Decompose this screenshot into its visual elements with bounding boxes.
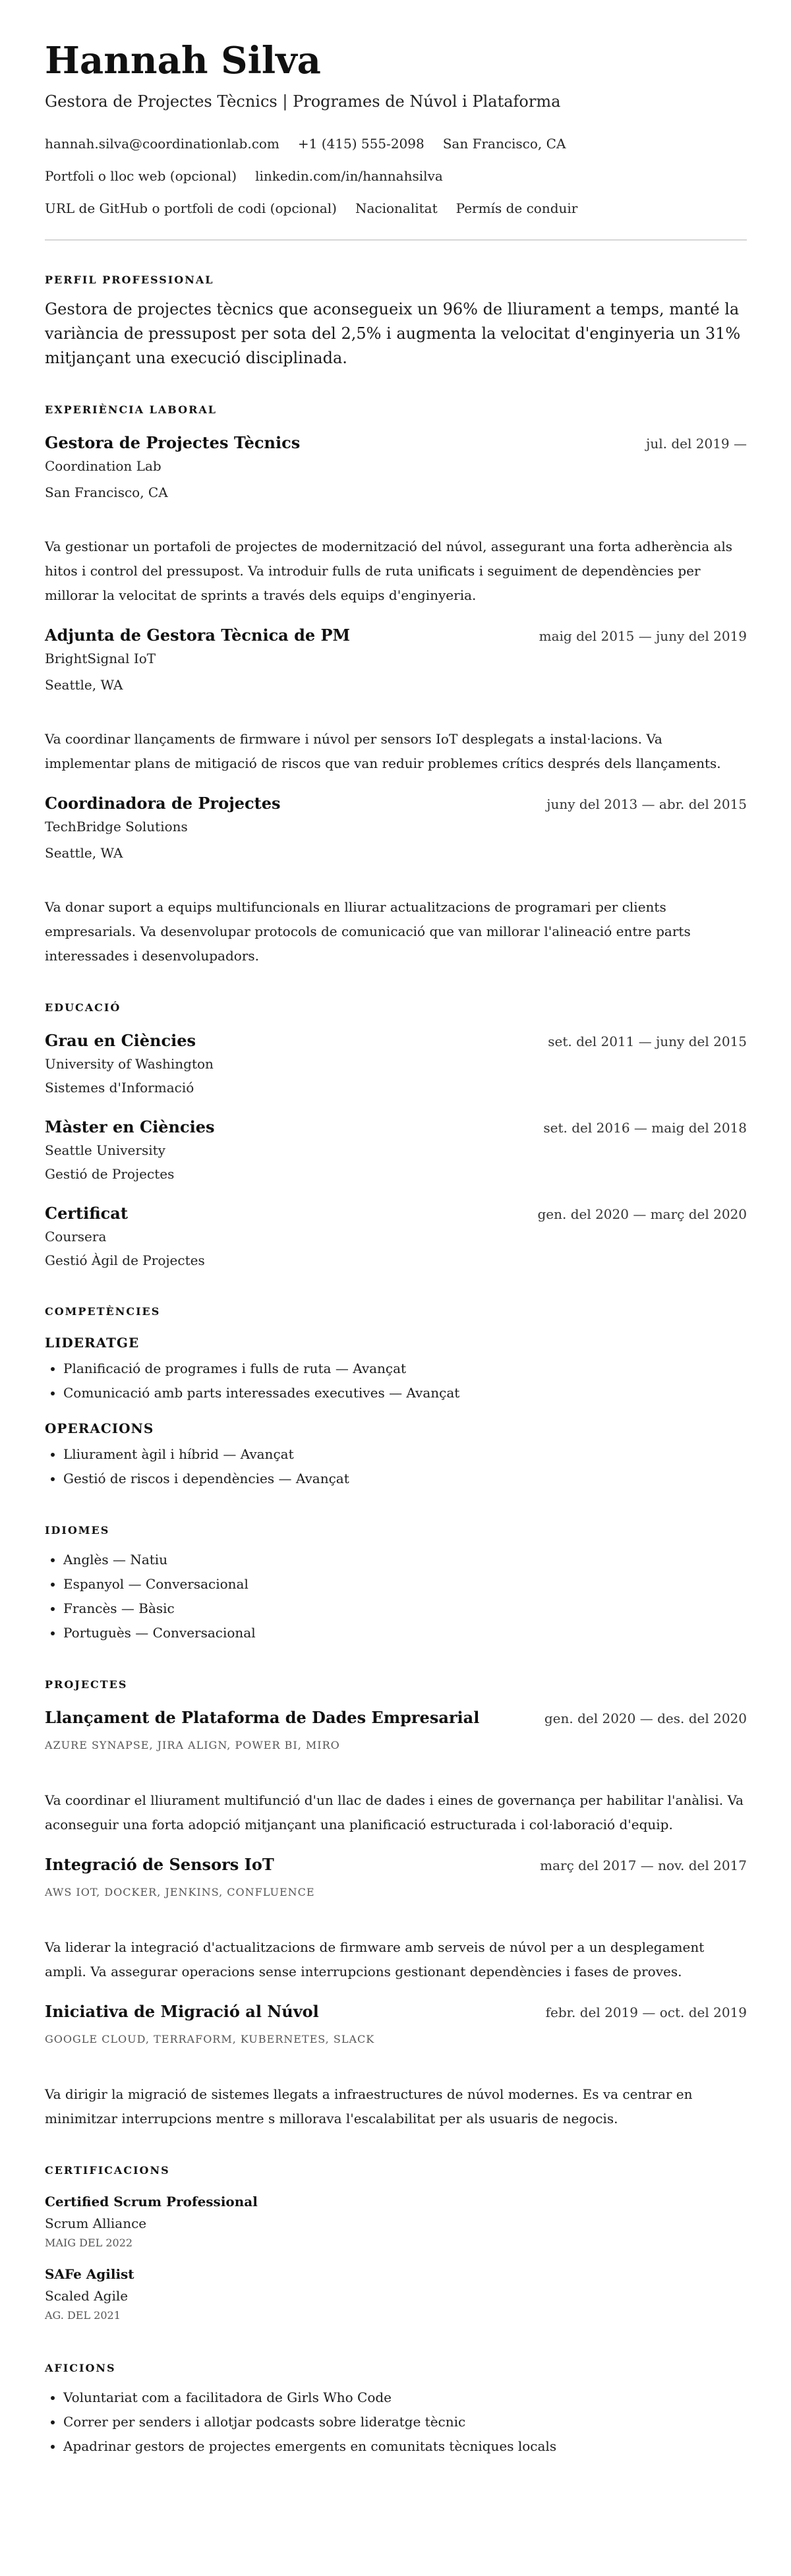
certifications-section bbox=[45, 2163, 747, 2324]
job-title: Adjunta de Gestora Tècnica de PM bbox=[45, 626, 351, 645]
job-title: Coordinadora de Projectes bbox=[45, 794, 281, 813]
skill-category: LIDERATGE bbox=[45, 1335, 140, 1351]
candidate-headline: Gestora de Projectes Tècnics | Programes de Núvol i Plataforma bbox=[45, 92, 561, 111]
company: TechBridge Solutions bbox=[45, 819, 188, 834]
job-location: Seattle, WA bbox=[45, 845, 123, 861]
profile-summary: Gestora de projectes tècnics que aconsegueix un 96% de lliurament a temps, manté la variància de pressupost per sota del 2,5% i augmenta la velocitat d'enginyeria un 31% mitjançant una execució disciplinada. bbox=[45, 300, 741, 367]
institution: Seattle University bbox=[45, 1142, 165, 1158]
project-description: Va liderar la integració d'actualitzacions de firmware amb serveis de núvol per a un desplegament ampli. Va assegurar operacions sense interrupcions gestionant dependències i fases de proves. bbox=[45, 1939, 705, 1979]
driving-license: Permís de conduir bbox=[455, 200, 578, 216]
nationality: Nacionalitat bbox=[355, 200, 438, 216]
project-entry bbox=[45, 1854, 747, 1984]
hobby-item: • Correr per senders i allotjar podcasts sobre lideratge tècnic bbox=[63, 2410, 747, 2434]
project-tech: AWS IOT, DOCKER, JENKINS, CONFLUENCE bbox=[45, 1886, 315, 1898]
education-dates: gen. del 2020 — març del 2020 bbox=[537, 1206, 747, 1222]
certification-issuer: Scaled Agile bbox=[45, 2288, 129, 2304]
project-title: Integració de Sensors IoT bbox=[45, 1855, 274, 1874]
profile-section bbox=[45, 272, 747, 370]
contact-row bbox=[45, 160, 747, 192]
hobby-list bbox=[45, 2386, 747, 2459]
company: Coordination Lab bbox=[45, 458, 161, 474]
contact-row bbox=[45, 192, 747, 225]
location: San Francisco, CA bbox=[442, 136, 566, 152]
language-item: • Portuguès — Conversacional bbox=[63, 1621, 747, 1645]
section-heading: COMPETÈNCIES bbox=[45, 1305, 161, 1318]
certification-date: AG. DEL 2021 bbox=[45, 2309, 121, 2322]
certification-title: Certified Scrum Professional bbox=[45, 2194, 258, 2210]
project-description: Va coordinar el lliurament multifunció d'un llac de dades i eines de governança per habilitar l'anàlisi. Va aconseguir una forta adopció mitjançant una planificació estructurada i col·laboració d'equip. bbox=[45, 1792, 744, 1832]
certification-title: SAFe Agilist bbox=[45, 2266, 134, 2282]
job-dates: juny del 2013 — abr. del 2015 bbox=[546, 796, 747, 812]
job-title: Gestora de Projectes Tècnics bbox=[45, 433, 301, 452]
institution: University of Washington bbox=[45, 1056, 214, 1072]
education-dates: set. del 2016 — maig del 2018 bbox=[543, 1120, 747, 1136]
github-link[interactable]: URL de GitHub o portfoli de codi (opcional) bbox=[45, 200, 337, 216]
experience-entry bbox=[45, 625, 747, 776]
skill-item: • Gestió de riscos i dependències — Avançat bbox=[63, 1467, 747, 1491]
education-entry bbox=[45, 1030, 747, 1099]
education-entry bbox=[45, 1117, 747, 1186]
section-heading: EXPERIÈNCIA LABORAL bbox=[45, 403, 218, 416]
phone: +1 (415) 555-2098 bbox=[297, 136, 425, 152]
skills-section bbox=[45, 1304, 747, 1491]
education-entry bbox=[45, 1203, 747, 1272]
linkedin-link[interactable]: linkedin.com/in/hannahsilva bbox=[255, 168, 443, 184]
project-entry bbox=[45, 2001, 747, 2131]
degree: Màster en Ciències bbox=[45, 1117, 215, 1136]
project-dates: gen. del 2020 — des. del 2020 bbox=[544, 1711, 747, 1726]
hobby-item: • Voluntariat com a facilitadora de Girls Who Code bbox=[63, 2386, 747, 2410]
certification-entry bbox=[45, 2264, 747, 2324]
project-tech: AZURE SYNAPSE, JIRA ALIGN, POWER BI, MIRO bbox=[45, 1739, 340, 1751]
experience-section bbox=[45, 402, 747, 968]
experience-entry bbox=[45, 432, 747, 608]
project-description: Va dirigir la migració de sistemes llegats a infraestructures de núvol modernes. Es va centrar en minimitzar interrupcions mentre s millorava l'escalabilitat per als usuaris de negocis. bbox=[45, 2086, 693, 2126]
job-description: Va coordinar llançaments de firmware i núvol per sensors IoT desplegats a instal·lacions. Va implementar plans de mitigació de riscos que van reduir problemes crítics després dels llançaments. bbox=[45, 731, 721, 771]
hobby-item: • Apadrinar gestors de projectes emergents en comunitats tècniques locals bbox=[63, 2434, 747, 2459]
project-dates: març del 2017 — nov. del 2017 bbox=[540, 1858, 747, 1873]
job-location: San Francisco, CA bbox=[45, 484, 168, 500]
certification-issuer: Scrum Alliance bbox=[45, 2215, 147, 2231]
institution: Coursera bbox=[45, 1229, 107, 1244]
job-description: Va donar suport a equips multifuncionals en lliurar actualitzacions de programari per clients empresarials. Va desenvolupar protocols de comunicació que van millorar l'alineació entre parts interessades i desenvolupadors. bbox=[45, 899, 691, 964]
languages-section bbox=[45, 1523, 747, 1645]
language-item: • Espanyol — Conversacional bbox=[63, 1572, 747, 1596]
project-dates: febr. del 2019 — oct. del 2019 bbox=[545, 2005, 747, 2020]
certification-entry bbox=[45, 2192, 747, 2251]
degree: Certificat bbox=[45, 1204, 128, 1223]
language-list bbox=[45, 1548, 747, 1645]
section-heading: IDIOMES bbox=[45, 1524, 110, 1537]
field-of-study: Gestió Àgil de Projectes bbox=[45, 1252, 205, 1268]
education-dates: set. del 2011 — juny del 2015 bbox=[548, 1034, 747, 1049]
job-location: Seattle, WA bbox=[45, 677, 123, 693]
experience-entry bbox=[45, 793, 747, 968]
contact-info bbox=[45, 128, 747, 225]
project-tech: GOOGLE CLOUD, TERRAFORM, KUBERNETES, SLACK bbox=[45, 2033, 375, 2045]
certification-date: MAIG DEL 2022 bbox=[45, 2237, 133, 2249]
language-item: • Anglès — Natiu bbox=[63, 1548, 747, 1572]
section-heading: PROJECTES bbox=[45, 1678, 128, 1691]
section-heading: CERTIFICACIONS bbox=[45, 2164, 170, 2177]
language-item: • Francès — Bàsic bbox=[63, 1596, 747, 1621]
field-of-study: Sistemes d'Informació bbox=[45, 1080, 194, 1096]
project-entry bbox=[45, 1707, 747, 1837]
hobbies-section bbox=[45, 2360, 747, 2459]
skill-list bbox=[45, 1442, 747, 1491]
degree: Grau en Ciències bbox=[45, 1031, 196, 1050]
project-title: Llançament de Plataforma de Dades Empresarial bbox=[45, 1708, 480, 1727]
contact-row bbox=[45, 128, 747, 160]
section-heading: AFICIONS bbox=[45, 2362, 116, 2374]
skill-item: • Comunicació amb parts interessades executives — Avançat bbox=[63, 1381, 747, 1405]
skill-item: • Lliurament àgil i híbrid — Avançat bbox=[63, 1442, 747, 1467]
project-title: Iniciativa de Migració al Núvol bbox=[45, 2002, 319, 2021]
education-section bbox=[45, 1000, 747, 1272]
section-heading: PERFIL PROFESSIONAL bbox=[45, 274, 214, 286]
projects-section bbox=[45, 1677, 747, 2131]
email[interactable]: hannah.silva@coordinationlab.com bbox=[45, 136, 279, 152]
company: BrightSignal IoT bbox=[45, 651, 156, 666]
field-of-study: Gestió de Projectes bbox=[45, 1166, 175, 1182]
skill-list bbox=[45, 1357, 747, 1405]
skill-category: OPERACIONS bbox=[45, 1420, 154, 1436]
candidate-name: Hannah Silva bbox=[45, 39, 321, 82]
skill-item: • Planificació de programes i fulls de ruta — Avançat bbox=[63, 1357, 747, 1381]
job-description: Va gestionar un portafoli de projectes de modernització del núvol, assegurant una forta adherència als hitos i control del pressupost. Va introduir fulls de ruta unificats i seguiment de dependències per millorar la velocitat de sprints a través dels equips d'enginyeria. bbox=[45, 539, 733, 603]
job-dates: jul. del 2019 — bbox=[646, 436, 747, 452]
header-divider bbox=[45, 239, 747, 241]
section-heading: EDUCACIÓ bbox=[45, 1001, 121, 1014]
portfolio-link[interactable]: Portfoli o lloc web (opcional) bbox=[45, 168, 237, 184]
job-dates: maig del 2015 — juny del 2019 bbox=[539, 628, 747, 644]
